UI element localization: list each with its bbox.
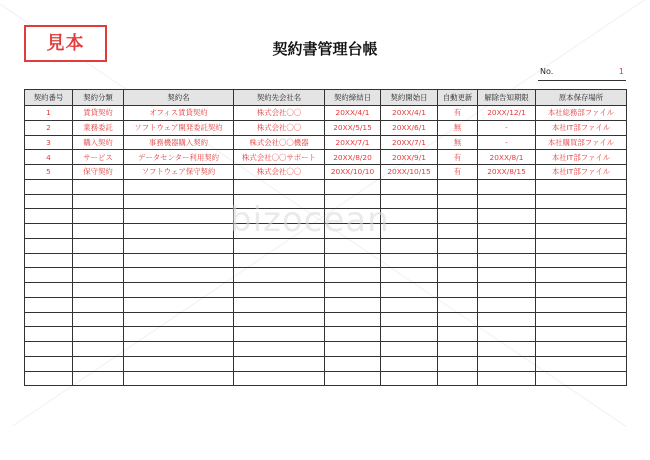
empty-table-cell[interactable] bbox=[536, 238, 627, 253]
empty-table-cell[interactable] bbox=[381, 371, 438, 386]
empty-table-cell[interactable] bbox=[438, 297, 478, 312]
empty-table-cell[interactable] bbox=[381, 283, 438, 298]
empty-table-row bbox=[25, 297, 627, 312]
empty-table-cell[interactable] bbox=[73, 253, 124, 268]
empty-table-cell[interactable] bbox=[25, 312, 73, 327]
empty-table-cell[interactable] bbox=[478, 179, 536, 194]
table-cell: 20XX/7/1 bbox=[381, 135, 438, 150]
empty-table-cell[interactable] bbox=[325, 297, 381, 312]
empty-table-cell[interactable] bbox=[25, 194, 73, 209]
empty-table-cell[interactable] bbox=[234, 268, 325, 283]
table-row bbox=[25, 165, 627, 180]
table-cell: 有 bbox=[438, 150, 478, 165]
empty-table-cell[interactable] bbox=[73, 312, 124, 327]
empty-table-cell[interactable] bbox=[73, 238, 124, 253]
empty-table-cell[interactable] bbox=[25, 327, 73, 342]
empty-table-cell[interactable] bbox=[438, 371, 478, 386]
empty-table-cell[interactable] bbox=[438, 312, 478, 327]
empty-table-cell[interactable] bbox=[438, 356, 478, 371]
table-cell: 無 bbox=[438, 120, 478, 135]
empty-table-cell[interactable] bbox=[325, 179, 381, 194]
column-header: 契約分類 bbox=[73, 90, 124, 106]
table-cell: ソフトウェア開発委託契約 bbox=[124, 120, 234, 135]
empty-table-cell[interactable] bbox=[124, 283, 234, 298]
table-cell: 有 bbox=[438, 165, 478, 180]
empty-table-cell[interactable] bbox=[25, 268, 73, 283]
empty-table-cell[interactable] bbox=[234, 312, 325, 327]
empty-table-cell[interactable] bbox=[73, 297, 124, 312]
empty-table-cell[interactable] bbox=[478, 312, 536, 327]
empty-table-cell[interactable] bbox=[73, 327, 124, 342]
empty-table-cell[interactable] bbox=[478, 253, 536, 268]
empty-table-cell[interactable] bbox=[478, 209, 536, 224]
document-number bbox=[538, 66, 626, 81]
empty-table-cell[interactable] bbox=[73, 224, 124, 239]
empty-table-cell[interactable] bbox=[73, 371, 124, 386]
empty-table-row bbox=[25, 283, 627, 298]
empty-table-cell[interactable] bbox=[438, 268, 478, 283]
empty-table-cell[interactable] bbox=[124, 253, 234, 268]
column-header: 自動更新 bbox=[438, 90, 478, 106]
table-row bbox=[25, 150, 627, 165]
empty-table-cell[interactable] bbox=[325, 253, 381, 268]
table-cell: 20XX/12/1 bbox=[478, 106, 536, 121]
empty-table-cell[interactable] bbox=[25, 253, 73, 268]
document-number-label: No. bbox=[540, 67, 554, 76]
table-cell: 3 bbox=[25, 135, 73, 150]
empty-table-cell[interactable] bbox=[73, 356, 124, 371]
table-cell: 4 bbox=[25, 150, 73, 165]
empty-table-cell[interactable] bbox=[536, 209, 627, 224]
empty-table-row bbox=[25, 253, 627, 268]
empty-table-cell[interactable] bbox=[438, 327, 478, 342]
empty-table-cell[interactable] bbox=[478, 371, 536, 386]
column-header: 原本保存場所 bbox=[536, 90, 627, 106]
empty-table-cell[interactable] bbox=[536, 312, 627, 327]
empty-table-cell[interactable] bbox=[234, 253, 325, 268]
table-cell: 20XX/9/1 bbox=[381, 150, 438, 165]
empty-table-cell[interactable] bbox=[73, 342, 124, 357]
empty-table-cell[interactable] bbox=[536, 342, 627, 357]
table-body bbox=[25, 106, 627, 386]
table-cell: 20XX/6/1 bbox=[381, 120, 438, 135]
empty-table-cell[interactable] bbox=[478, 283, 536, 298]
table-cell: 20XX/10/10 bbox=[325, 165, 381, 180]
empty-table-row bbox=[25, 327, 627, 342]
empty-table-cell[interactable] bbox=[536, 327, 627, 342]
empty-table-cell[interactable] bbox=[381, 356, 438, 371]
table-cell: 株式会社〇〇機器 bbox=[234, 135, 325, 150]
empty-table-cell[interactable] bbox=[478, 342, 536, 357]
empty-table-cell[interactable] bbox=[73, 268, 124, 283]
empty-table-cell[interactable] bbox=[438, 253, 478, 268]
empty-table-cell[interactable] bbox=[478, 327, 536, 342]
empty-table-row bbox=[25, 238, 627, 253]
empty-table-cell[interactable] bbox=[73, 209, 124, 224]
empty-table-cell[interactable] bbox=[234, 179, 325, 194]
table-cell: - bbox=[478, 120, 536, 135]
empty-table-cell[interactable] bbox=[124, 238, 234, 253]
table-cell: 株式会社〇〇サポート bbox=[234, 150, 325, 165]
table-cell: 有 bbox=[438, 106, 478, 121]
empty-table-cell[interactable] bbox=[124, 179, 234, 194]
empty-table-cell[interactable] bbox=[25, 283, 73, 298]
empty-table-cell[interactable] bbox=[25, 297, 73, 312]
table-row bbox=[25, 120, 627, 135]
empty-table-row bbox=[25, 356, 627, 371]
empty-table-cell[interactable] bbox=[381, 342, 438, 357]
empty-table-row bbox=[25, 312, 627, 327]
table-cell: 20XX/4/1 bbox=[325, 106, 381, 121]
table-cell: 20XX/8/15 bbox=[478, 165, 536, 180]
empty-table-cell[interactable] bbox=[25, 356, 73, 371]
table-header-row bbox=[25, 90, 627, 106]
empty-table-cell[interactable] bbox=[234, 356, 325, 371]
empty-table-cell[interactable] bbox=[438, 238, 478, 253]
empty-table-cell[interactable] bbox=[478, 224, 536, 239]
empty-table-row bbox=[25, 268, 627, 283]
empty-table-cell[interactable] bbox=[73, 283, 124, 298]
table-cell: 2 bbox=[25, 120, 73, 135]
table-cell: 20XX/10/15 bbox=[381, 165, 438, 180]
empty-table-cell[interactable] bbox=[124, 209, 234, 224]
table-cell: 株式会社〇〇 bbox=[234, 120, 325, 135]
sample-stamp: 見本 bbox=[24, 25, 107, 62]
column-header: 契約先会社名 bbox=[234, 90, 325, 106]
empty-table-cell[interactable] bbox=[325, 356, 381, 371]
empty-table-cell[interactable] bbox=[25, 179, 73, 194]
empty-table-cell[interactable] bbox=[25, 209, 73, 224]
empty-table-cell[interactable] bbox=[381, 268, 438, 283]
empty-table-cell[interactable] bbox=[124, 356, 234, 371]
table-cell: 業務委託 bbox=[73, 120, 124, 135]
empty-table-cell[interactable] bbox=[25, 224, 73, 239]
empty-table-cell[interactable] bbox=[234, 297, 325, 312]
empty-table-cell[interactable] bbox=[438, 342, 478, 357]
table-cell: 5 bbox=[25, 165, 73, 180]
empty-table-cell[interactable] bbox=[124, 297, 234, 312]
empty-table-cell[interactable] bbox=[73, 194, 124, 209]
empty-table-cell[interactable] bbox=[25, 342, 73, 357]
table-cell: 20XX/8/1 bbox=[478, 150, 536, 165]
table-cell: 本社購買部ファイル bbox=[536, 135, 627, 150]
table-cell: 株式会社〇〇 bbox=[234, 165, 325, 180]
empty-table-cell[interactable] bbox=[325, 371, 381, 386]
empty-table-cell[interactable] bbox=[25, 238, 73, 253]
empty-table-cell[interactable] bbox=[73, 179, 124, 194]
empty-table-cell[interactable] bbox=[124, 224, 234, 239]
table-cell: 本社IT部ファイル bbox=[536, 120, 627, 135]
table-cell: 無 bbox=[438, 135, 478, 150]
empty-table-cell[interactable] bbox=[234, 342, 325, 357]
empty-table-cell[interactable] bbox=[478, 297, 536, 312]
column-header: 契約開始日 bbox=[381, 90, 438, 106]
column-header: 契約名 bbox=[124, 90, 234, 106]
table-cell: オフィス賃貸契約 bbox=[124, 106, 234, 121]
empty-table-cell[interactable] bbox=[325, 283, 381, 298]
empty-table-cell[interactable] bbox=[381, 253, 438, 268]
empty-table-cell[interactable] bbox=[25, 371, 73, 386]
table-cell: 20XX/4/1 bbox=[381, 106, 438, 121]
empty-table-cell[interactable] bbox=[438, 179, 478, 194]
table-cell: 本社IT部ファイル bbox=[536, 165, 627, 180]
empty-table-cell[interactable] bbox=[234, 238, 325, 253]
empty-table-cell[interactable] bbox=[234, 371, 325, 386]
empty-table-cell[interactable] bbox=[381, 238, 438, 253]
empty-table-cell[interactable] bbox=[536, 297, 627, 312]
empty-table-cell[interactable] bbox=[325, 327, 381, 342]
column-header: 契約番号 bbox=[25, 90, 73, 106]
table-cell: データセンター利用契約 bbox=[124, 150, 234, 165]
empty-table-cell[interactable] bbox=[438, 224, 478, 239]
table-cell: 保守契約 bbox=[73, 165, 124, 180]
empty-table-cell[interactable] bbox=[536, 253, 627, 268]
empty-table-cell[interactable] bbox=[124, 312, 234, 327]
column-header: 解除告知期限 bbox=[478, 90, 536, 106]
table-cell: 20XX/7/1 bbox=[325, 135, 381, 150]
table-row bbox=[25, 135, 627, 150]
empty-table-row bbox=[25, 342, 627, 357]
empty-table-cell[interactable] bbox=[536, 224, 627, 239]
table-cell: 賃貸契約 bbox=[73, 106, 124, 121]
table-row bbox=[25, 106, 627, 121]
watermark-logo: bizocean bbox=[230, 200, 390, 240]
empty-table-cell[interactable] bbox=[124, 342, 234, 357]
table-cell: 本社IT部ファイル bbox=[536, 150, 627, 165]
empty-table-cell[interactable] bbox=[536, 179, 627, 194]
empty-table-cell[interactable] bbox=[325, 312, 381, 327]
empty-table-cell[interactable] bbox=[124, 327, 234, 342]
empty-table-cell[interactable] bbox=[325, 238, 381, 253]
table-cell: 購入契約 bbox=[73, 135, 124, 150]
empty-table-cell[interactable] bbox=[234, 283, 325, 298]
empty-table-cell[interactable] bbox=[438, 283, 478, 298]
empty-table-cell[interactable] bbox=[536, 194, 627, 209]
document-number-value: 1 bbox=[618, 67, 624, 76]
empty-table-cell[interactable] bbox=[478, 238, 536, 253]
table-cell: ソフトウェア保守契約 bbox=[124, 165, 234, 180]
empty-table-cell[interactable] bbox=[438, 194, 478, 209]
empty-table-cell[interactable] bbox=[536, 371, 627, 386]
empty-table-cell[interactable] bbox=[124, 371, 234, 386]
empty-table-cell[interactable] bbox=[124, 268, 234, 283]
table-cell: 1 bbox=[25, 106, 73, 121]
table-cell: 20XX/5/15 bbox=[325, 120, 381, 135]
empty-table-cell[interactable] bbox=[536, 356, 627, 371]
empty-table-cell[interactable] bbox=[381, 312, 438, 327]
empty-table-cell[interactable] bbox=[536, 268, 627, 283]
empty-table-cell[interactable] bbox=[381, 297, 438, 312]
empty-table-cell[interactable] bbox=[478, 356, 536, 371]
column-header: 契約締結日 bbox=[325, 90, 381, 106]
table-cell: 株式会社〇〇 bbox=[234, 106, 325, 121]
table-cell: 本社総務部ファイル bbox=[536, 106, 627, 121]
document-title: 契約書管理台帳 bbox=[272, 40, 378, 58]
empty-table-cell[interactable] bbox=[325, 268, 381, 283]
empty-table-cell[interactable] bbox=[381, 179, 438, 194]
empty-table-cell[interactable] bbox=[234, 327, 325, 342]
table-cell: サービス bbox=[73, 150, 124, 165]
empty-table-cell[interactable] bbox=[438, 209, 478, 224]
empty-table-cell[interactable] bbox=[381, 327, 438, 342]
empty-table-row bbox=[25, 179, 627, 194]
empty-table-row bbox=[25, 371, 627, 386]
empty-table-cell[interactable] bbox=[325, 342, 381, 357]
table-cell: - bbox=[478, 135, 536, 150]
empty-table-cell[interactable] bbox=[124, 194, 234, 209]
empty-table-cell[interactable] bbox=[478, 268, 536, 283]
empty-table-cell[interactable] bbox=[536, 283, 627, 298]
table-cell: 事務機器購入契約 bbox=[124, 135, 234, 150]
empty-table-cell[interactable] bbox=[478, 194, 536, 209]
table-cell: 20XX/8/20 bbox=[325, 150, 381, 165]
